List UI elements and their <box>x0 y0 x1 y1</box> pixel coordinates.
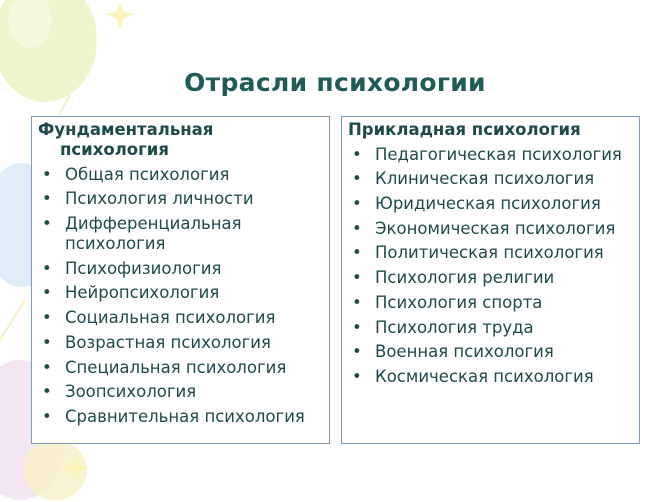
list-item: • Дифференциальная психология <box>38 214 323 254</box>
list-item: • Психология спорта <box>348 293 633 313</box>
list-item: • Психофизиология <box>38 259 323 279</box>
list-item: • Юридическая психология <box>348 194 633 214</box>
list-item: • Космическая психология <box>348 367 633 387</box>
list-item: • Сравнительная психология <box>38 407 323 427</box>
list-item: • Клиническая психология <box>348 169 633 189</box>
applied-psychology-panel <box>341 116 640 444</box>
list-item: • Политическая психология <box>348 243 633 263</box>
list-item: • Возрастная психология <box>38 333 323 353</box>
fundamental-list <box>38 165 323 427</box>
page-title: Отрасли психологии <box>184 68 486 97</box>
list-item: • Психология религии <box>348 268 633 288</box>
list-item: • Нейропсихология <box>38 283 323 303</box>
panel-heading-fundamental <box>38 120 323 160</box>
applied-list <box>348 145 633 387</box>
panel-heading-applied: Прикладная психология <box>348 120 581 139</box>
heading-line-2: психология <box>60 140 169 159</box>
fundamental-psychology-panel <box>31 116 330 444</box>
list-item: • Экономическая психология <box>348 219 633 239</box>
list-item: • Педагогическая психология <box>348 145 633 165</box>
list-item: • Психология личности <box>38 189 323 209</box>
list-item: • Военная психология <box>348 342 633 362</box>
heading-line-1: Фундаментальная <box>38 120 214 139</box>
list-item: • Социальная психология <box>38 308 323 328</box>
list-item: • Психология труда <box>348 318 633 338</box>
list-item: • Специальная психология <box>38 358 323 378</box>
list-item: • Общая психология <box>38 165 323 185</box>
list-item: • Зоопсихология <box>38 382 323 402</box>
